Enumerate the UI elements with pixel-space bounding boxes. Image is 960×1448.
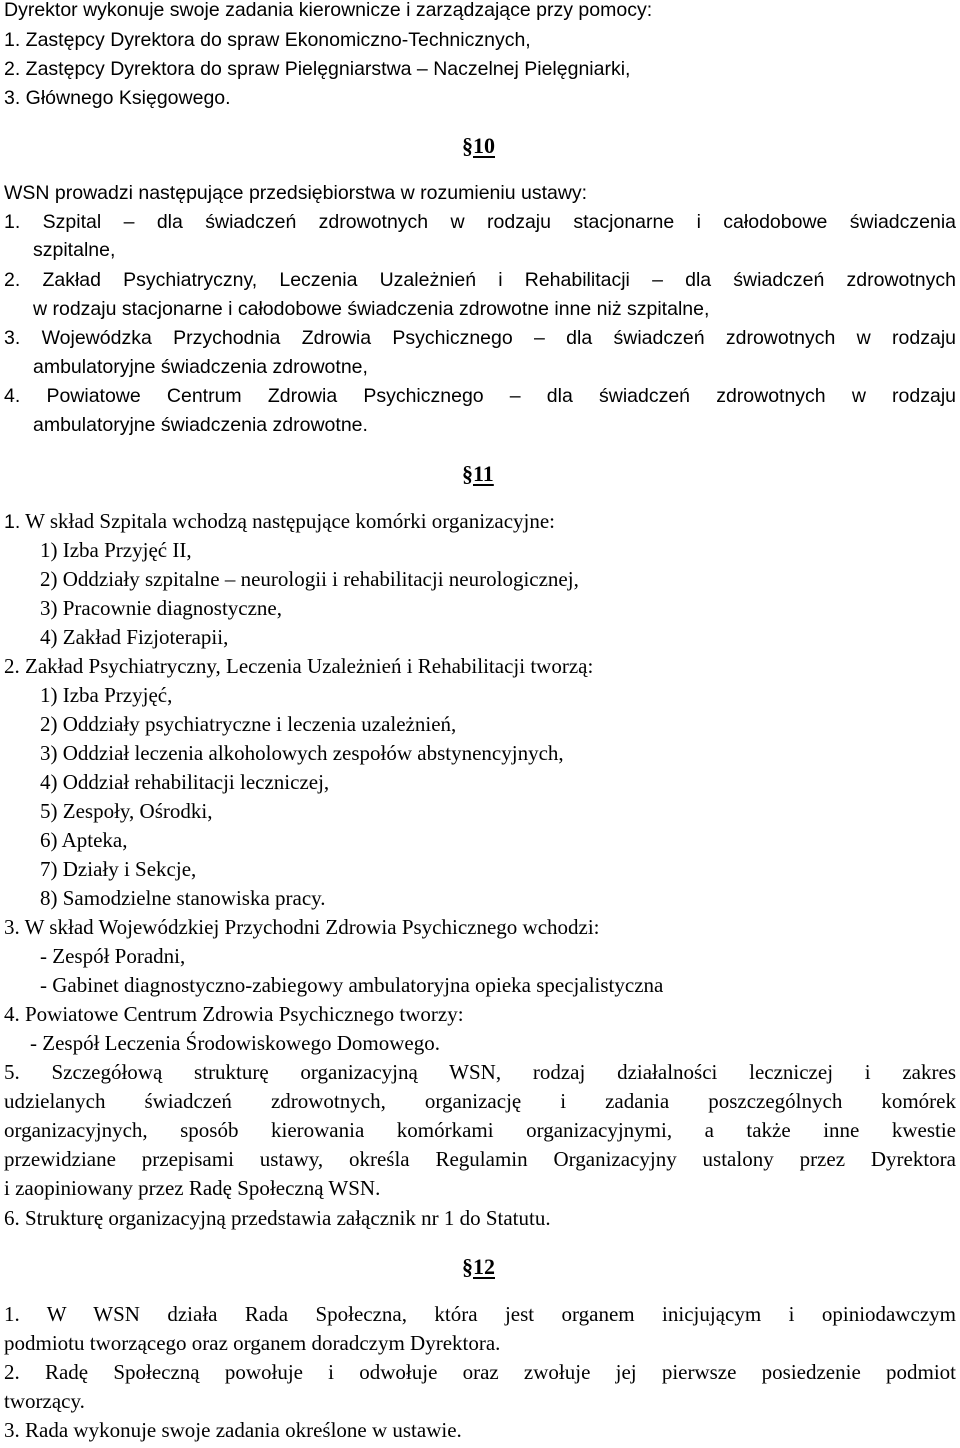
section-sign: § <box>462 133 473 158</box>
list-number: 1. <box>4 511 21 533</box>
list-text: Zakład Psychiatryczny, Leczenia Uzależnień i Rehabilitacji – dla świadczeń zdrowotnych <box>42 269 956 291</box>
s10-item4-line2: ambulatoryjne świadczenia zdrowotne. <box>33 414 368 436</box>
list-number: 1. <box>4 211 21 233</box>
intro-lead: Dyrektor wykonuje swoje zadania kierownicze i zarządzające przy pomocy: <box>4 0 653 21</box>
s10-item3-line1 <box>4 324 956 353</box>
list-number: 3. <box>4 327 21 349</box>
section-number: 11 <box>473 461 494 486</box>
s11-p3-item-2: - Gabinet diagnostyczno-zabiegowy ambulatoryjna opieka specjalistyczna <box>40 973 664 997</box>
section-sign: § <box>462 1254 473 1279</box>
s11-p2: 2. Zakład Psychiatryczny, Leczenia Uzależnień i Rehabilitacji tworzą: <box>4 654 594 678</box>
s12-p3: 3. Rada wykonuje swoje zadania określone w ustawie. <box>4 1418 462 1442</box>
list-text: Szpital – dla świadczeń zdrowotnych w rodzaju stacjonarne i całodobowe świadczenia <box>42 211 956 233</box>
s11-p5-line3: organizacyjnych, sposób kierowania komórkami organizacyjnymi, a także inne kwestie <box>4 1118 956 1142</box>
s11-p1 <box>4 507 960 536</box>
s11-p2-item-8: 8) Samodzielne stanowiska pracy. <box>40 886 326 910</box>
s10-lead: WSN prowadzi następujące przedsiębiorstwa w rozumieniu ustawy: <box>4 182 588 204</box>
s10-item4-line1 <box>4 382 956 411</box>
section-number: 12 <box>473 1254 495 1279</box>
paragraph-text: W skład Szpitala wchodzą następujące komórki organizacyjne: <box>25 509 556 533</box>
s11-p2-item-7: 7) Działy i Sekcje, <box>40 857 197 881</box>
intro-item-1: 1. Zastępcy Dyrektora do spraw Ekonomiczno-Technicznych, <box>4 29 531 51</box>
s10-item3-line2: ambulatoryjne świadczenia zdrowotne, <box>33 356 368 378</box>
s11-p1-item-4: 4) Zakład Fizjoterapii, <box>40 625 229 649</box>
s11-p4: 4. Powiatowe Centrum Zdrowia Psychicznego tworzy: <box>4 1002 464 1026</box>
s11-p2-item-5: 5) Zespoły, Ośrodki, <box>40 799 213 823</box>
s10-item2-line1 <box>4 266 956 295</box>
s11-p2-item-2: 2) Oddziały psychiatryczne i leczenia uzależnień, <box>40 712 457 736</box>
list-number: 4. <box>4 385 21 407</box>
s11-p2-item-4: 4) Oddział rehabilitacji leczniczej, <box>40 770 330 794</box>
s11-p6: 6. Strukturę organizacyjną przedstawia załącznik nr 1 do Statutu. <box>4 1206 551 1230</box>
section-11-heading <box>462 458 494 490</box>
s11-p2-item-6: 6) Apteka, <box>40 828 128 852</box>
section-10-heading <box>462 130 495 162</box>
s12-p2-line2: tworzący. <box>4 1389 85 1413</box>
list-text: Wojewódzka Przychodnia Zdrowia Psychicznego – dla świadczeń zdrowotnych w rodzaju <box>41 327 956 349</box>
section-12-heading <box>462 1251 495 1283</box>
s10-item1-line1 <box>4 208 956 237</box>
s10-item1-line2: szpitalne, <box>33 239 116 261</box>
s11-p5-line2: udzielanych świadczeń zdrowotnych, organizację i zadania poszczególnych komórek <box>4 1089 956 1113</box>
s11-p1-item-3: 3) Pracownie diagnostyczne, <box>40 596 283 620</box>
s11-p3: 3. W skład Wojewódzkiej Przychodni Zdrowia Psychicznego wchodzi: <box>4 915 600 939</box>
s11-p5-line4: przewidziane przepisami ustawy, określa Regulamin Organizacyjny ustalony przez Dyrektora <box>4 1147 956 1171</box>
s12-p2-line1: 2. Radę Społeczną powołuje i odwołuje oraz zwołuje jej pierwsze posiedzenie podmiot <box>4 1360 956 1384</box>
section-sign: § <box>462 461 473 486</box>
s11-p2-item-1: 1) Izba Przyjęć, <box>40 683 173 707</box>
list-number: 2. <box>4 269 21 291</box>
s11-p2-item-3: 3) Oddział leczenia alkoholowych zespołów abstynencyjnych, <box>40 741 564 765</box>
list-text: Powiatowe Centrum Zdrowia Psychicznego – dla świadczeń zdrowotnych w rodzaju <box>46 385 956 407</box>
section-number: 10 <box>473 133 495 158</box>
s11-p5-line5: i zaopiniowany przez Radę Społeczną WSN. <box>4 1176 381 1200</box>
s10-item2-line2: w rodzaju stacjonarne i całodobowe świadczenia zdrowotne inne niż szpitalne, <box>33 298 710 320</box>
s11-p1-item-2: 2) Oddziały szpitalne – neurologii i rehabilitacji neurologicznej, <box>40 567 579 591</box>
intro-item-3: 3. Głównego Księgowego. <box>4 87 231 109</box>
s12-p1-line1: 1. W WSN działa Rada Społeczna, która jest organem inicjującym i opiniodawczym <box>4 1302 956 1326</box>
intro-item-2: 2. Zastępcy Dyrektora do spraw Pielęgniarstwa – Naczelnej Pielęgniarki, <box>4 58 631 80</box>
s11-p5-line1: 5. Szczegółową strukturę organizacyjną WSN, rodzaj działalności leczniczej i zakres <box>4 1060 956 1084</box>
s12-p1-line2: podmiotu tworzącego oraz organem doradczym Dyrektora. <box>4 1331 501 1355</box>
s11-p4-item-1: - Zespół Leczenia Środowiskowego Domowego. <box>30 1031 440 1055</box>
s11-p3-item-1: - Zespół Poradni, <box>40 944 186 968</box>
s11-p1-item-1: 1) Izba Przyjęć II, <box>40 538 192 562</box>
